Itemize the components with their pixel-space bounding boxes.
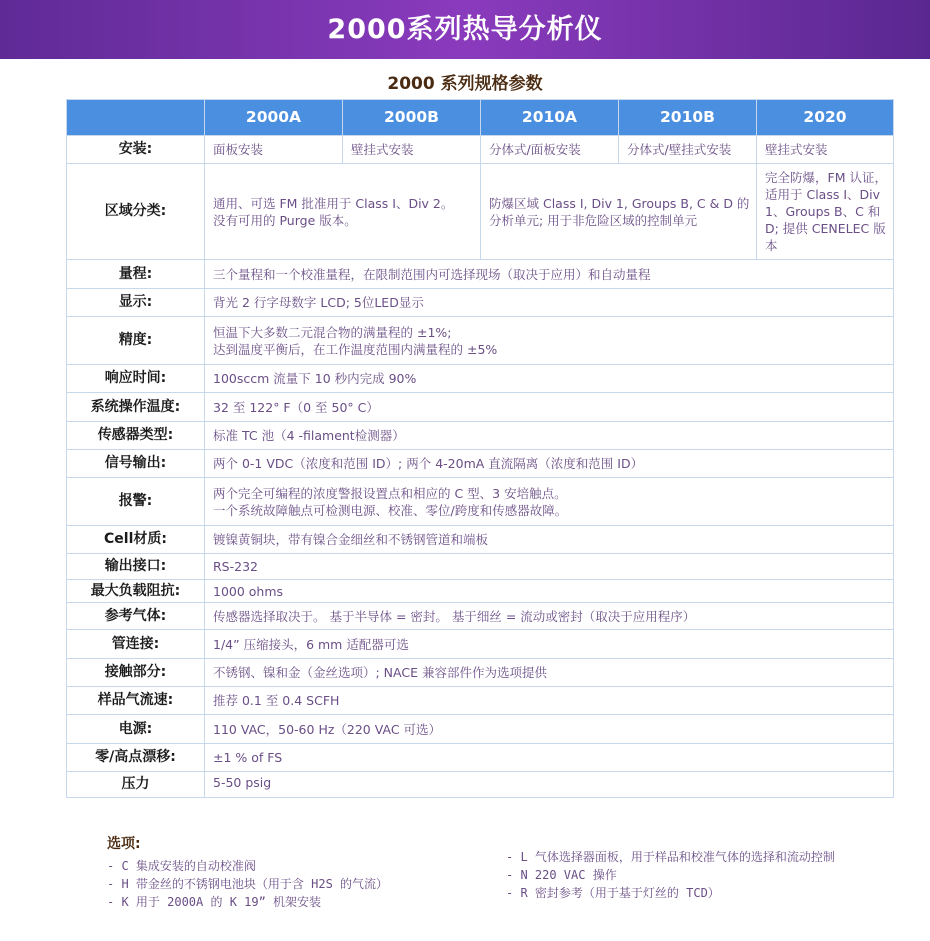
cell-value: 完全防爆，FM 认证，适用于 Class I、Div 1、Groups B、C 和 D; 提供 CENELEC 版本	[757, 164, 894, 260]
row-label: 参考气体:	[67, 603, 205, 630]
row-alarm	[67, 478, 894, 526]
cell-value: 标准 TC 池（4 -filament检测器）	[205, 422, 894, 450]
cell-value: 镀镍黄铜块，带有镍合金细丝和不锈钢管道和端板	[205, 526, 894, 554]
row-label: Cell材质:	[67, 526, 205, 554]
cell-value: 32 至 122° F（0 至 50° C）	[205, 393, 894, 422]
row-drift	[67, 744, 894, 772]
row-label: 管连接:	[67, 630, 205, 659]
option-item: - R 密封参考（用于基于灯丝的 TCD）	[506, 886, 720, 900]
cell-value: 不锈钢、镍和金（金丝选项）; NACE 兼容部件作为选项提供	[205, 659, 894, 687]
options-right	[506, 848, 886, 902]
header-model: 2010A	[481, 100, 619, 136]
option-item: - K 用于 2000A 的 K 19” 机架安装	[107, 895, 322, 909]
cell-value	[205, 317, 894, 365]
cell-value: 传感器选择取决于。 基于半导体 = 密封。 基于细丝 = 流动或密封（取决于应用程序）	[205, 603, 894, 630]
cell-value: 分体式/面板安装	[481, 136, 619, 164]
option-item: - N 220 VAC 操作	[506, 868, 617, 882]
row-pipe	[67, 630, 894, 659]
cell-value: RS-232	[205, 554, 894, 580]
cell-value: 三个量程和一个校准量程，在限制范围内可选择现场（取决于应用）和自动量程	[205, 260, 894, 289]
row-label: 显示:	[67, 289, 205, 317]
row-label: 压力	[67, 772, 205, 798]
row-area	[67, 164, 894, 260]
cell-value: 背光 2 行字母数字 LCD; 5位LED显示	[205, 289, 894, 317]
header-model: 2010B	[619, 100, 757, 136]
cell-value: 1/4” 压缩接头，6 mm 适配器可选	[205, 630, 894, 659]
row-label: 输出接口:	[67, 554, 205, 580]
row-label: 信号输出:	[67, 450, 205, 478]
cell-value: 5-50 psig	[205, 772, 894, 798]
row-display	[67, 289, 894, 317]
cell-line: 达到温度平衡后，在工作温度范围内满量程的 ±5%	[213, 341, 498, 357]
row-label: 响应时间:	[67, 365, 205, 393]
cell-value: 防爆区域 Class I, Div 1, Groups B, C & D 的分析单元; 用于非危险区域的控制单元	[481, 164, 757, 260]
row-label: 报警:	[67, 478, 205, 526]
spec-table	[66, 99, 894, 798]
row-label: 样品气流速:	[67, 687, 205, 715]
row-temp	[67, 393, 894, 422]
cell-value: ±1 % of FS	[205, 744, 894, 772]
row-label: 传感器类型:	[67, 422, 205, 450]
page-banner	[0, 0, 930, 59]
row-cell	[67, 526, 894, 554]
option-item: - C 集成安装的自动校准阀	[107, 859, 256, 873]
header-model: 2000B	[343, 100, 481, 136]
cell-value: 壁挂式安装	[343, 136, 481, 164]
row-flow	[67, 687, 894, 715]
options-title: 选项:	[107, 836, 141, 852]
row-install	[67, 136, 894, 164]
row-sensor	[67, 422, 894, 450]
cell-value: 110 VAC，50-60 Hz（220 VAC 可选）	[205, 715, 894, 744]
row-power	[67, 715, 894, 744]
cell-value: 分体式/壁挂式安装	[619, 136, 757, 164]
row-pressure	[67, 772, 894, 798]
header-model: 2000A	[205, 100, 343, 136]
row-label: 电源:	[67, 715, 205, 744]
row-label: 区域分类:	[67, 164, 205, 260]
cell-value: 推荐 0.1 至 0.4 SCFH	[205, 687, 894, 715]
row-accuracy	[67, 317, 894, 365]
cell-line: 一个系统故障触点可检测电源、校准、零位/跨度和传感器故障。	[213, 502, 568, 518]
row-response	[67, 365, 894, 393]
cell-value: 面板安装	[205, 136, 343, 164]
row-contact	[67, 659, 894, 687]
row-ref	[67, 603, 894, 630]
row-label: 安装:	[67, 136, 205, 164]
header-blank	[67, 100, 205, 136]
cell-line: 两个完全可编程的浓度警报设置点和相应的 C 型、3 安培触点。	[213, 485, 567, 501]
row-load	[67, 580, 894, 603]
header-row	[67, 100, 894, 136]
cell-line: 恒温下大多数二元混合物的满量程的 ±1%;	[213, 324, 452, 340]
cell-value: 1000 ohms	[205, 580, 894, 603]
cell-value: 100sccm 流量下 10 秒内完成 90%	[205, 365, 894, 393]
row-range	[67, 260, 894, 289]
cell-value	[205, 478, 894, 526]
row-label: 最大负载阻抗:	[67, 580, 205, 603]
options-left	[107, 833, 388, 911]
table-subtitle: 2000 系列规格参数	[387, 74, 543, 94]
option-item: - H 带金丝的不锈钢电池块（用于含 H2S 的气流）	[107, 877, 389, 891]
cell-value: 通用、可选 FM 批准用于 Class I、Div 2。没有可用的 Purge 版本。	[205, 164, 481, 260]
cell-value: 壁挂式安装	[757, 136, 894, 164]
header-model: 2020	[757, 100, 894, 136]
option-item: - L 气体选择器面板，用于样品和校准气体的选择和流动控制	[506, 850, 835, 864]
row-label: 零/高点漂移:	[67, 744, 205, 772]
row-port	[67, 554, 894, 580]
row-label: 接触部分:	[67, 659, 205, 687]
row-label: 精度:	[67, 317, 205, 365]
page-title: 2000系列热导分析仪	[327, 14, 603, 45]
row-signal	[67, 450, 894, 478]
cell-value: 两个 0-1 VDC（浓度和范围 ID）; 两个 4-20mA 直流隔离（浓度和范围 ID）	[205, 450, 894, 478]
row-label: 系统操作温度:	[67, 393, 205, 422]
row-label: 量程:	[67, 260, 205, 289]
